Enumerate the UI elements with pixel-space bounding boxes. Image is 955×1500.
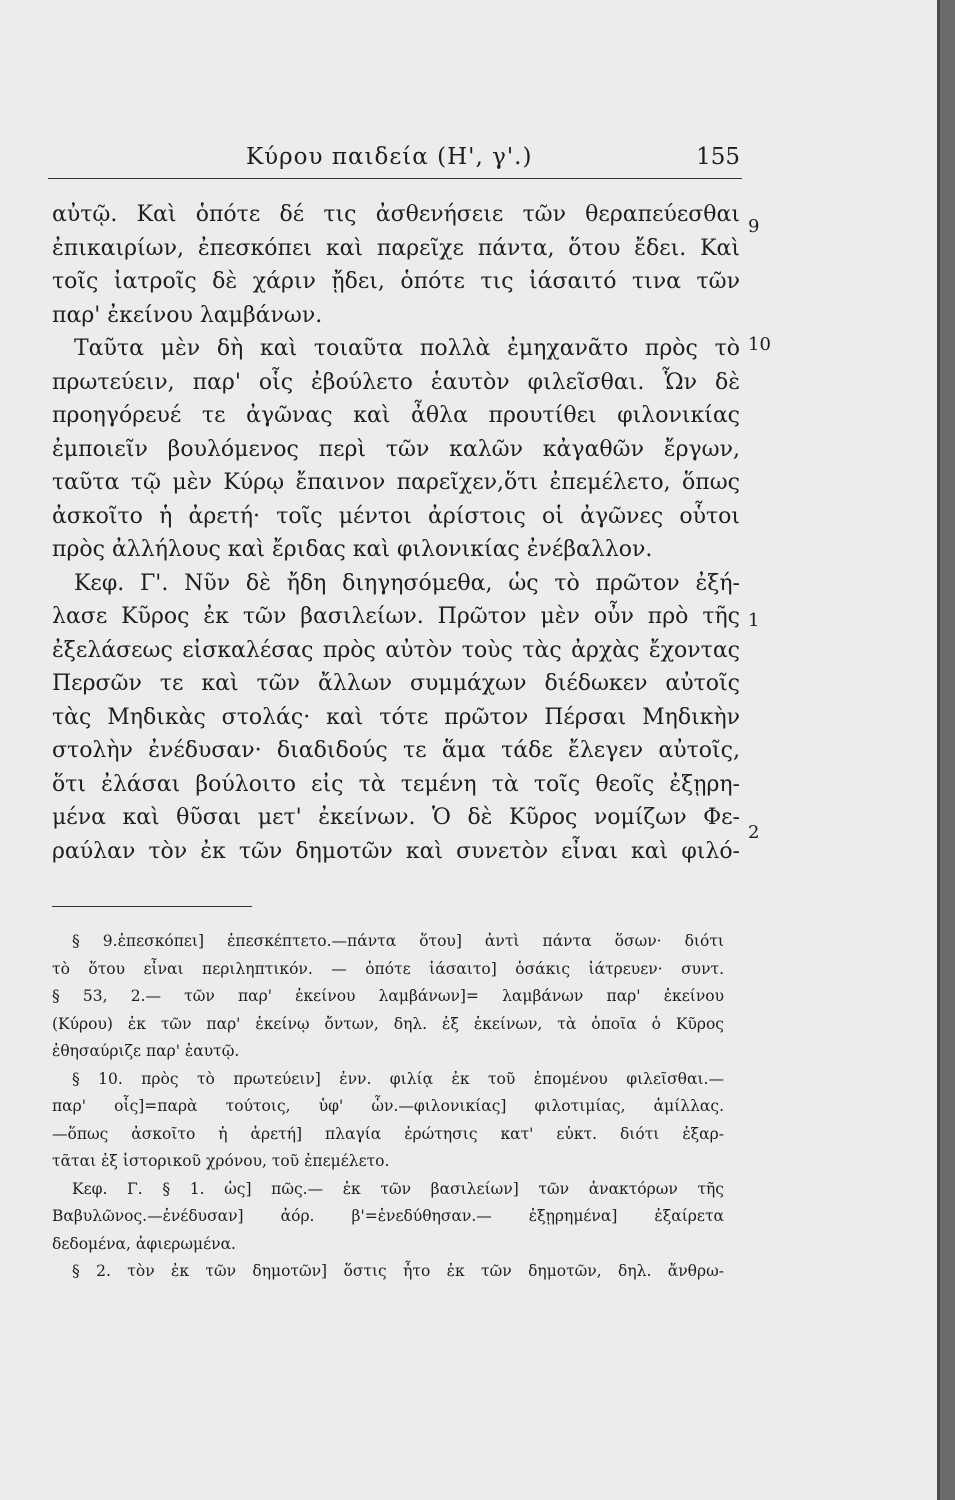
text-line: τὰς Μηδικὰς στολάς· καὶ τότε πρῶτον Πέρσαι Μηδικὴν — [52, 704, 740, 730]
note-line: Βαβυλῶνος.—ἐνέδυσαν] ἀόρ. β'=ἐνεδύθησαν.— ἐξῃρημένα] ἐξαίρετα — [52, 1207, 724, 1225]
footnotes — [52, 928, 724, 1286]
note-line: —ὅπως ἀσκοῖτο ἡ ἀρετή] πλαγία ἐρώτησις κατ' εὐκτ. διότι ἐξαρ- — [52, 1124, 724, 1143]
note-line: τὸ ὅτου εἶναι περιληπτικόν. — ὁπότε ἰάσαιτο] ὁσάκις ἰάτρευεν· συντ. — [52, 959, 724, 978]
note-line: (Κύρου) ἐκ τῶν παρ' ἐκείνῳ ὄντων, δηλ. ἐξ ἐκείνων, τὰ ὁποῖα ὁ Κῦρος — [52, 1014, 724, 1033]
margin-number: 9 — [748, 216, 760, 237]
note-line: Κεφ. Γ. § 1. ὡς] πῶς.— ἐκ τῶν βασιλείων] τῶν ἀνακτόρων τῆς — [72, 1179, 724, 1198]
text-line: λασε Κῦρος ἐκ τῶν βασιλείων. Πρῶτον μὲν οὖν πρὸ τῆς — [52, 604, 740, 629]
text-line: προηγόρευέ τε ἀγῶνας καὶ ἆθλα προυτίθει φιλονικίας — [52, 403, 740, 428]
note-line: ἐθησαύριζε παρ' ἑαυτῷ. — [52, 1042, 240, 1060]
text-line: πρωτεύειν, παρ' οἷς ἐβούλετο ἑαυτὸν φιλεῖσθαι. Ὧν δὲ — [52, 369, 740, 395]
note-line: τᾶται ἐξ ἱστορικοῦ χρόνου, τοῦ ἐπεμέλετο. — [52, 1152, 390, 1170]
text-line: Ταῦτα μὲν δὴ καὶ τοιαῦτα πολλὰ ἐμηχανᾶτο πρὸς τὸ — [74, 336, 740, 361]
note-line: § 9.ἐπεσκόπει] ἐπεσκέπτετο.—πάντα ὅτου] ἀντὶ πάντα ὅσων· διότι — [72, 932, 724, 950]
note-line: παρ' οἷς]=παρὰ τούτοις, ὑφ' ὧν.—φιλονικίας] φιλοτιμίας, ἁμίλλας. — [52, 1097, 724, 1115]
note-line: δεδομένα, ἀφιερωμένα. — [52, 1234, 236, 1253]
text-line: ἐμποιεῖν βουλόμενος περὶ τῶν καλῶν κἀγαθῶν ἔργων, — [52, 436, 740, 462]
margin-number: 2 — [748, 822, 760, 843]
note-line: § 2. τὸν ἐκ τῶν δημοτῶν] ὅστις ἦτο ἐκ τῶν δημοτῶν, δηλ. ἄνθρω- — [72, 1262, 724, 1280]
text-line: ὅτι ἐλάσαι βούλοιτο εἰς τὰ τεμένη τὰ τοῖς θεοῖς ἐξῃρη- — [52, 771, 740, 797]
text-line: αὐτῷ. Καὶ ὁπότε δέ τις ἀσθενήσειε τῶν θεραπεύεσθαι — [52, 202, 740, 227]
margin-number: 10 — [748, 334, 771, 355]
note-line: § 53, 2.— τῶν παρ' ἐκείνου λαμβάνων]= λαμβάνων παρ' ἐκείνου — [52, 987, 724, 1005]
text-line: παρ' ἐκείνου λαμβάνων. — [52, 302, 323, 328]
main-text — [52, 198, 740, 868]
text-line: πρὸς ἀλλήλους καὶ ἔριδας καὶ φιλονικίας ἐνέβαλλον. — [52, 537, 653, 562]
margin-number: 1 — [748, 610, 760, 631]
note-line: § 10. πρὸς τὸ πρωτεύειν] ἐνν. φιλίᾳ ἐκ τοῦ ἑπομένου φιλεῖσθαι.— — [72, 1069, 724, 1088]
text-line: ἐξελάσεως εἰσκαλέσας πρὸς αὐτὸν τοὺς τὰς ἀρχὰς ἔχοντας — [52, 637, 740, 663]
text-line: τοῖς ἰατροῖς δὲ χάριν ᾔδει, ὁπότε τις ἰάσαιτό τινα τῶν — [52, 269, 740, 294]
page-number: 155 — [696, 144, 740, 170]
page-header — [48, 142, 742, 179]
text-line: μένα καὶ θῦσαι μετ' ἐκείνων. Ὁ δὲ Κῦρος νομίζων Φε- — [52, 805, 740, 830]
text-line: στολὴν ἐνέδυσαν· διαδιδούς τε ἅμα τάδε ἔλεγεν αὐτοῖς, — [52, 738, 740, 763]
running-title: Κύρου παιδεία (Η', γ'.) — [246, 144, 533, 170]
text-line: ραύλαν τὸν ἐκ τῶν δημοτῶν καὶ συνετὸν εἶναι καὶ φιλό- — [52, 838, 740, 864]
text-line: ἐπικαιρίων, ἐπεσκόπει καὶ παρεῖχε πάντα, ὅτου ἔδει. Καὶ — [52, 235, 740, 261]
text-line: ἀσκοῖτο ἡ ἀρετή· τοῖς μέντοι ἀρίστοις οἱ ἀγῶνες οὗτοι — [52, 503, 740, 529]
text-line: Περσῶν τε καὶ τῶν ἄλλων συμμάχων διέδωκεν αὐτοῖς — [52, 671, 740, 696]
footnote-separator — [52, 906, 252, 907]
text-line: Κεφ. Γ'. Νῦν δὲ ἤδη διηγησόμεθα, ὡς τὸ πρῶτον ἐξή- — [74, 570, 740, 596]
text-line: ταῦτα τῷ μὲν Κύρῳ ἔπαινον παρεῖχεν,ὅτι ἐπεμέλετο, ὅπως — [52, 470, 740, 495]
